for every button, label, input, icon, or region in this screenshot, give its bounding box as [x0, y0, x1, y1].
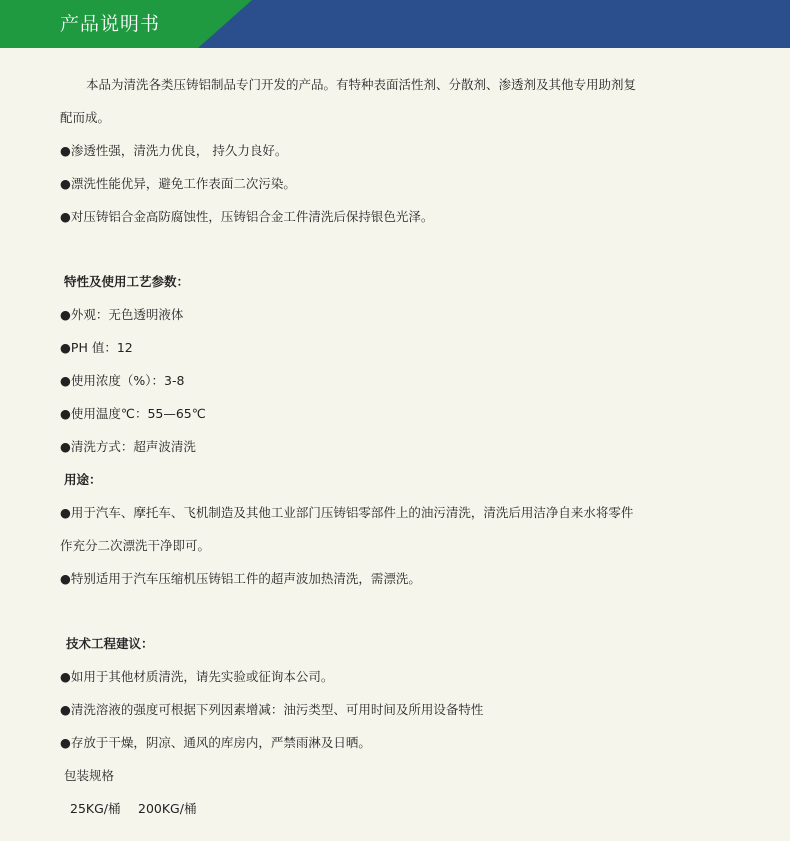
feature-item: ●对压铸铝合金高防腐蚀性，压铸铝合金工件清洗后保持银色光泽。	[60, 209, 434, 224]
param-item: ●清洗方式：超声波清洗	[60, 439, 196, 454]
usage-item-1-line-2: 作充分二次漂洗干净即可。	[60, 538, 211, 553]
feature-item: ●渗透性强，清洗力优良， 持久力良好。	[60, 143, 288, 158]
params-heading: 特性及使用工艺参数：	[64, 274, 190, 289]
usage-heading: 用途：	[64, 472, 102, 487]
param-item: ●使用浓度（%）：3-8	[60, 373, 185, 388]
intro-line-1: 本品为清洗各类压铸铝制品专门开发的产品。有特种表面活性剂、分散剂、渗透剂及其他专用助剂复	[86, 77, 637, 92]
page-title: 产品说明书	[60, 13, 161, 35]
param-item: ●PH 值：12	[60, 340, 133, 355]
param-item: ●外观：无色透明液体	[60, 307, 184, 322]
intro-line-2: 配而成。	[60, 110, 111, 125]
advice-item: ●清洗溶液的强度可根据下列因素增减：油污类型、可用时间及所用设备特性	[60, 702, 484, 717]
packaging-option-25kg: 25KG/桶	[70, 801, 121, 816]
header-green-slant	[198, 0, 252, 48]
packaging-heading: 包装规格	[64, 768, 115, 783]
feature-item: ●漂洗性能优异，避免工作表面二次污染。	[60, 176, 296, 191]
usage-item-2: ●特别适用于汽车压缩机压铸铝工件的超声波加热清洗，需漂洗。	[60, 571, 421, 586]
param-item: ●使用温度℃：55—65℃	[60, 406, 206, 421]
header-banner	[0, 0, 790, 48]
packaging-option-200kg: 200KG/桶	[138, 801, 197, 816]
advice-item: ●存放于干燥，阴凉、通风的库房内，严禁雨淋及日晒。	[60, 735, 371, 750]
usage-item-1-line-1: ●用于汽车、摩托车、飞机制造及其他工业部门压铸铝零部件上的油污清洗，清洗后用洁净自来水将零件	[60, 505, 634, 520]
advice-item: ●如用于其他材质清洗，请先实验或征询本公司。	[60, 669, 334, 684]
advice-heading: 技术工程建议：	[66, 636, 154, 651]
